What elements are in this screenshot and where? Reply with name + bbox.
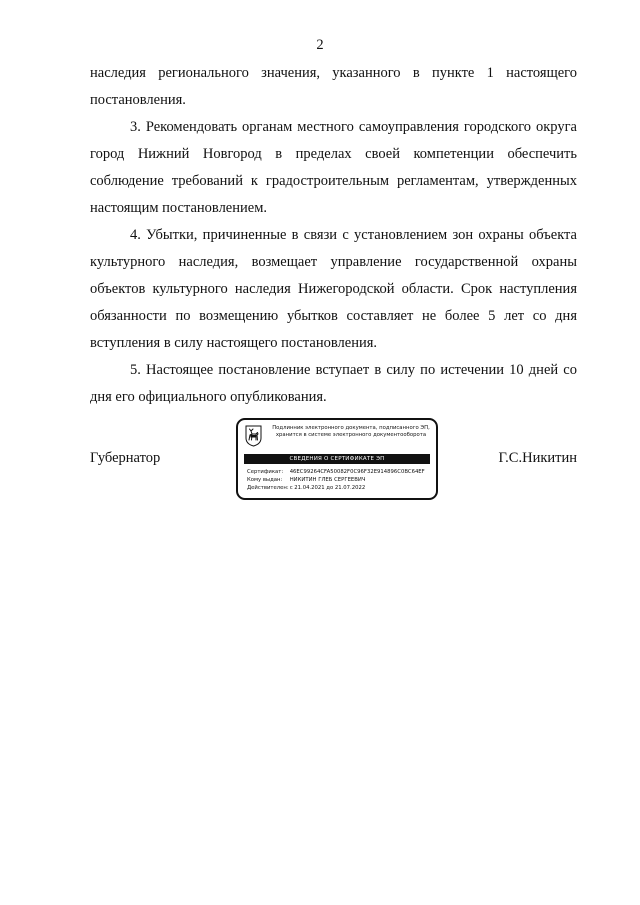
stamp-band-title: СВЕДЕНИЯ О СЕРТИФИКАТЕ ЭП — [244, 454, 430, 464]
document-body — [90, 60, 577, 411]
paragraph-2-continuation: наследия регионального значения, указанного в пункте 1 настоящего постановления. — [90, 65, 577, 108]
issued-to-value: НИКИТИН ГЛЕБ СЕРГЕЕВИЧ — [289, 477, 366, 483]
validity-value: с 21.04.2021 до 21.07.2022 — [289, 485, 366, 491]
nizhny-novgorod-deer-emblem-icon — [245, 425, 262, 447]
validity-row — [247, 484, 425, 492]
certificate-row — [247, 468, 425, 476]
certificate-label: Сертификат: — [247, 469, 284, 475]
issued-to-label: Кому выдан: — [247, 477, 283, 483]
stamp-note-line-1: Подлинник электронного документа, подписанного ЭП, — [272, 425, 430, 431]
stamp-note — [268, 425, 434, 439]
paragraph-3: 3. Рекомендовать органам местного самоуправления городского округа город Нижний Новгород в пределах своей компетенции обеспечить соблюдение требований к градостроительным регламентам, утвержденных настоящим постановлением. — [90, 119, 577, 216]
validity-label: Действителен: — [247, 485, 289, 491]
signatory-position: Губернатор — [90, 450, 161, 466]
certificate-value: 46EC99264CFA50082F0C96F32E914896C0BC64EF — [289, 469, 425, 475]
paragraph-5: 5. Настоящее постановление вступает в силу по истечении 10 дней со дня его официального опубликования. — [90, 362, 577, 405]
paragraph-4: 4. Убытки, причиненные в связи с установлением зон охраны объекта культурного наследия, возмещает управление государственной охраны объектов культурного наследия Нижегородской области. Срок наступления обязанности по возмещению убытков составляет не более 5 лет со дня вступления в силу настоящего постановления. — [90, 227, 577, 351]
page-number: 2 — [316, 37, 324, 53]
stamp-note-line-2: хранится в системе электронного документооборота — [275, 432, 427, 438]
electronic-signature-stamp — [236, 418, 438, 500]
signatory-name: Г.С.Никитин — [498, 450, 577, 466]
issued-to-row — [247, 476, 425, 484]
stamp-details — [247, 468, 425, 492]
